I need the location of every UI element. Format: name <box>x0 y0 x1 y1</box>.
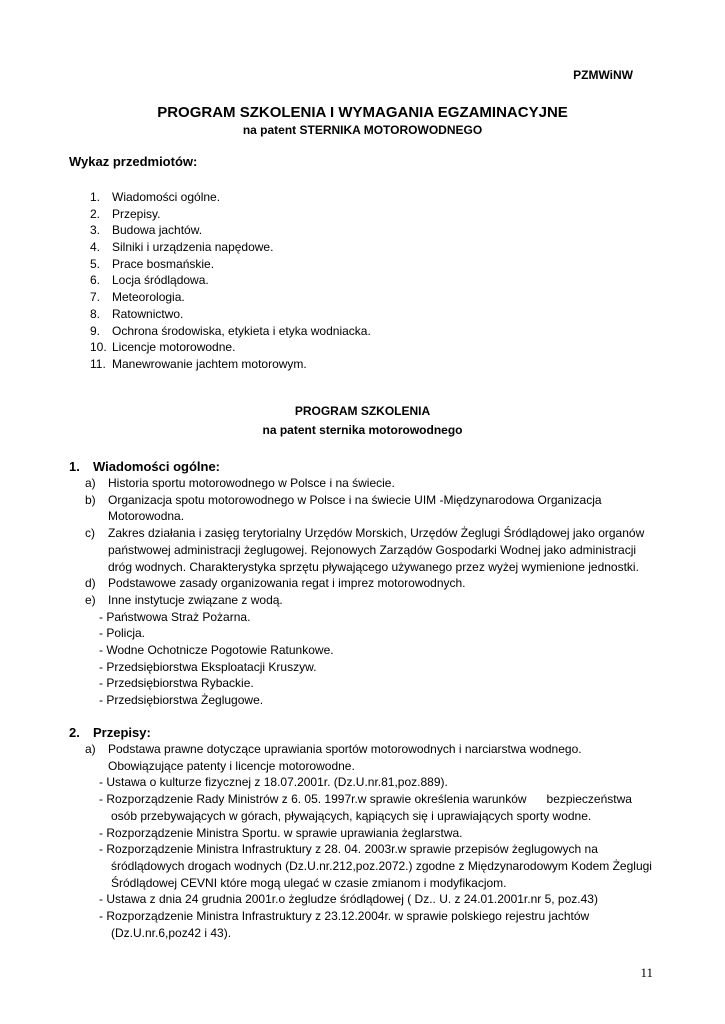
item-number: 2. <box>90 206 101 221</box>
dash-item <box>99 825 669 842</box>
item-line: Podstawowe zasady organizowania regat i imprez motorowodnych. <box>108 576 466 591</box>
item-line: Historia sportu motorowodnego w Polsce i na świecie. <box>108 476 395 490</box>
dash-line: osób przebywających w górach, pływających, kąpiących się i uprawiających sporty wodne. <box>111 808 592 823</box>
item-line: Motorowodna. <box>108 509 185 524</box>
dash-line: - Rozporządzenie Ministra Infrastruktury z 23.12.2004r. w sprawie polskiego rejestru jachtów <box>99 909 590 924</box>
list-item <box>69 741 669 774</box>
item-text: Licencje motorowodne. <box>112 340 236 355</box>
dash-item <box>99 774 669 791</box>
item-line: Zakres działania i zasięg terytorialny Urzędów Morskich, Urzędów Żeglugi Śródlądowej jako organów <box>108 526 645 541</box>
subjects-header: Wykaz przedmiotów: <box>69 154 198 169</box>
item-line: państwowej administracji żeglugowej. Rejonowych Zarządów Gospodarki Wodnej jako administracji <box>108 542 637 557</box>
document-title: PROGRAM SZKOLENIA I WYMAGANIA EGZAMINACYJNE <box>157 104 568 121</box>
item-text: Wiadomości ogólne. <box>112 190 221 204</box>
section-heading <box>69 458 669 475</box>
list-item <box>69 592 669 609</box>
item-line: dróg wodnych. Charakterystyka sprzętu pływającego używanego przez wyżej wymienione jednostki. <box>108 559 639 574</box>
item-number: 3. <box>90 223 101 238</box>
organization-code: PZMWiNW <box>573 68 633 82</box>
item-text: Budowa jachtów. <box>112 223 203 238</box>
list-item <box>90 206 371 223</box>
dash-item: - Przedsiębiorstwa Żeglugowe. <box>99 693 264 708</box>
item-label: e) <box>85 592 96 607</box>
document-subtitle: na patent STERNIKA MOTOROWODNEGO <box>242 123 483 137</box>
item-number: 1. <box>90 190 101 204</box>
item-text: Silniki i urządzenia napędowe. <box>112 240 274 255</box>
list-item <box>90 306 371 323</box>
subjects-list <box>90 189 371 373</box>
dash-item <box>99 791 669 824</box>
list-item <box>90 239 371 256</box>
list-item <box>90 323 371 340</box>
item-line: Organizacja spotu motorowodnego w Polsce i na świecie UIM -Międzynarodowa Organizacja <box>108 492 602 507</box>
section-heading <box>69 724 669 741</box>
item-number: 4. <box>90 240 101 255</box>
item-label: c) <box>85 526 95 541</box>
list-item <box>90 339 371 356</box>
section-title: Przepisy: <box>93 725 151 740</box>
section-general-knowledge <box>69 458 669 709</box>
list-item <box>90 189 371 206</box>
list-item <box>90 222 371 239</box>
list-item <box>69 575 669 592</box>
dash-line: (Dz.U.nr.6,poz42 i 43). <box>111 925 232 940</box>
dash-line: - Ustawa o kulturze fizycznej z 18.07.2001r. (Dz.U.nr.81,poz.889). <box>99 775 448 790</box>
dash-item: - Przedsiębiorstwa Rybackie. <box>99 676 254 691</box>
section-regulations <box>69 724 669 941</box>
item-line: Podstawa prawne dotyczące uprawiania sportów motorowodnych i narciarstwa wodnego. <box>108 742 582 756</box>
list-item <box>90 272 371 289</box>
dash-item <box>99 908 669 941</box>
item-label: b) <box>85 492 96 507</box>
dash-item: - Państwowa Straż Pożarna. <box>99 609 251 624</box>
item-number: 11. <box>90 356 106 371</box>
item-text: Ochrona środowiska, etykieta i etyka wodniacka. <box>112 323 371 338</box>
dash-line: śródlądowych drogach wodnych (Dz.U.nr.212,poz.2072.) zgodne z Międzynarodowym Kodem Żeglugi <box>111 858 652 873</box>
page-number: 11 <box>640 965 653 980</box>
dash-item <box>99 841 669 891</box>
section-title: Wiadomości ogólne: <box>93 459 220 474</box>
item-number: 6. <box>90 273 101 288</box>
list-item <box>90 289 371 306</box>
item-text: Ratownictwo. <box>112 306 184 321</box>
item-text: Meteorologia. <box>112 290 185 305</box>
item-label: a) <box>85 742 96 756</box>
list-item <box>90 256 371 273</box>
list-item <box>69 525 669 575</box>
section-number: 2. <box>69 725 80 740</box>
dash-item <box>99 891 669 908</box>
dash-line: Śródlądowej CEVNI które mogą ulegać w czasie zmianom i modyfikacjom. <box>111 875 507 890</box>
item-line: Inne instytucje związane z wodą. <box>108 592 283 607</box>
item-number: 5. <box>90 256 101 271</box>
item-number: 8. <box>90 306 101 321</box>
dash-line: - Rozporządzenie Ministra Sportu. w sprawie uprawiania żeglarstwa. <box>99 825 463 840</box>
item-label: a) <box>85 476 96 490</box>
dash-line: - Rozporządzenie Rady Ministrów z 6. 05. 1997r.w sprawie określenia warunków bezpieczeństwa <box>99 792 632 807</box>
item-text: Locja śródlądowa. <box>112 273 209 288</box>
list-item <box>69 492 669 525</box>
item-number: 9. <box>90 323 101 338</box>
item-text: Prace bosmańskie. <box>112 256 215 271</box>
item-number: 7. <box>90 290 101 305</box>
dash-item: - Przedsiębiorstwa Eksploatacji Kruszyw. <box>99 659 317 674</box>
item-text: Manewrowanie jachtem motorowym. <box>112 356 307 371</box>
dash-line: - Ustawa z dnia 24 grudnia 2001r.o żegludze śródlądowej ( Dz.. U. z 24.01.2001r.nr 5, poz.43) <box>99 892 598 907</box>
item-label: d) <box>85 576 96 591</box>
item-line: Obowiązujące patenty i licencje motorowodne. <box>108 758 355 773</box>
dash-item: - Wodne Ochotnicze Pogotowie Ratunkowe. <box>99 643 334 658</box>
section-number: 1. <box>69 459 80 474</box>
program-subtitle: na patent sternika motorowodnego <box>262 423 463 437</box>
program-title: PROGRAM SZKOLENIA <box>294 404 431 418</box>
item-number: 10. <box>90 340 107 355</box>
item-text: Przepisy. <box>112 206 161 221</box>
list-item <box>90 356 371 373</box>
list-item <box>69 475 669 492</box>
dash-line: - Rozporządzenie Ministra Infrastruktury z 28. 04. 2003r.w sprawie przepisów żeglugowych na <box>99 842 598 857</box>
dash-item: - Policja. <box>99 626 146 641</box>
